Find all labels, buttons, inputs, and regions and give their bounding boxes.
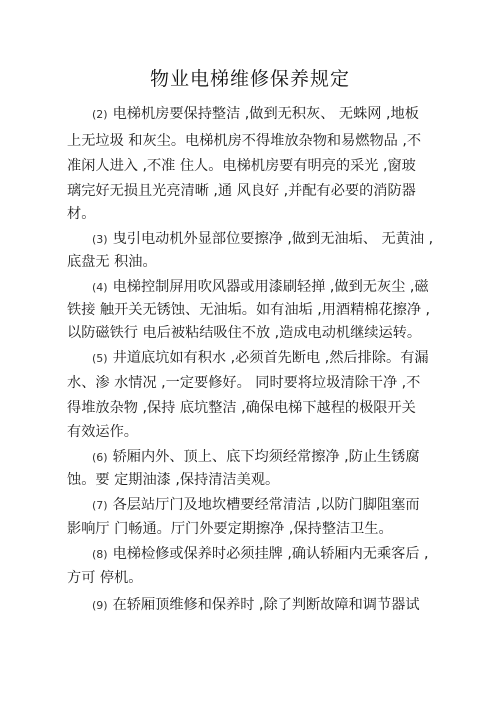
paragraph-line bbox=[92, 495, 462, 516]
paragraph-number: (9) bbox=[92, 599, 108, 612]
document-title: 物业电梯维修保养规定 bbox=[149, 68, 350, 90]
paragraph-number: (5) bbox=[92, 352, 108, 365]
paragraph-line: 上无垃圾 和灰尘。电梯机房不得堆放杂物和易燃物品 ,不 bbox=[67, 133, 422, 149]
paragraph-text: 电梯控制屏用吹风器或用漆刷轻掸 ,做到无灰尘 ,磁 bbox=[112, 279, 429, 295]
paragraph-number: (4) bbox=[92, 281, 108, 294]
paragraph-line: 以防磁铁行 电后被粘结吸住不放 ,造成电动机继续运转。 bbox=[67, 325, 422, 341]
paragraph-text: 在轿厢顶维修和保养时 ,除了判断故障和调节器试 bbox=[112, 597, 420, 613]
paragraph-text: 电梯机房要保持整洁 ,做到无积灰、 无蛛网 ,地板 bbox=[112, 106, 419, 122]
paragraph-line bbox=[92, 595, 462, 616]
paragraph-line: 璃完好无损且光亮清晰 ,通 风良好 ,并配有必要的消防器 bbox=[67, 183, 416, 199]
paragraph-number: (8) bbox=[92, 548, 108, 561]
paragraph-line bbox=[92, 229, 462, 250]
paragraph-line: 蚀。要 定期油漆 ,保持清洁美观。 bbox=[67, 472, 280, 488]
paragraph-line bbox=[92, 104, 462, 125]
paragraph-number: (7) bbox=[92, 499, 108, 512]
paragraph-line: 有效运作。 bbox=[67, 424, 138, 440]
paragraph-text: 各层站厅门及地坎槽要经常清洁 ,以防门脚阻塞而 bbox=[112, 497, 420, 513]
paragraph-line: 准闲人进入 ,不准 住人。电梯机房要有明亮的采光 ,窗玻 bbox=[67, 158, 416, 174]
paragraph-line bbox=[92, 277, 462, 298]
paragraph-text: 轿厢内外、顶上、底下均须经常擦净 ,防止生锈腐 bbox=[112, 449, 420, 465]
paragraph-line bbox=[92, 447, 462, 468]
paragraph-line: 铁接 触开关无锈蚀、无油垢。如有油垢 ,用酒精棉花擦净 , bbox=[67, 302, 431, 318]
paragraph-text: 曳引电动机外显部位要擦净 ,做到无油垢、 无黄油 , bbox=[112, 231, 434, 247]
paragraph-line bbox=[92, 348, 462, 369]
paragraph-text: 电梯检修或保养时必须挂牌 ,确认轿厢内无乘客后 , bbox=[112, 546, 429, 562]
paragraph-number: (2) bbox=[92, 108, 108, 121]
paragraph-line: 得堆放杂物 ,保持 底坑整洁 ,确保电梯下越程的极限开关 bbox=[67, 400, 416, 416]
paragraph-line bbox=[92, 544, 462, 565]
paragraph-line: 底盘无 积油。 bbox=[67, 254, 157, 270]
paragraph-line: 影响厅 门畅通。厅门外要定期擦净 ,保持整洁卫生。 bbox=[67, 521, 393, 537]
paragraph-line: 材。 bbox=[67, 206, 96, 222]
paragraph-line: 水、渗 水情况 ,一定要修好。 同时要将垃圾清除干净 ,不 bbox=[67, 375, 421, 391]
paragraph-number: (6) bbox=[92, 451, 108, 464]
paragraph-number: (3) bbox=[92, 233, 108, 246]
paragraph-line: 方可 停机。 bbox=[67, 570, 143, 586]
paragraph-text: 井道底坑如有积水 ,必须首先断电 ,然后排除。有漏 bbox=[112, 350, 429, 366]
